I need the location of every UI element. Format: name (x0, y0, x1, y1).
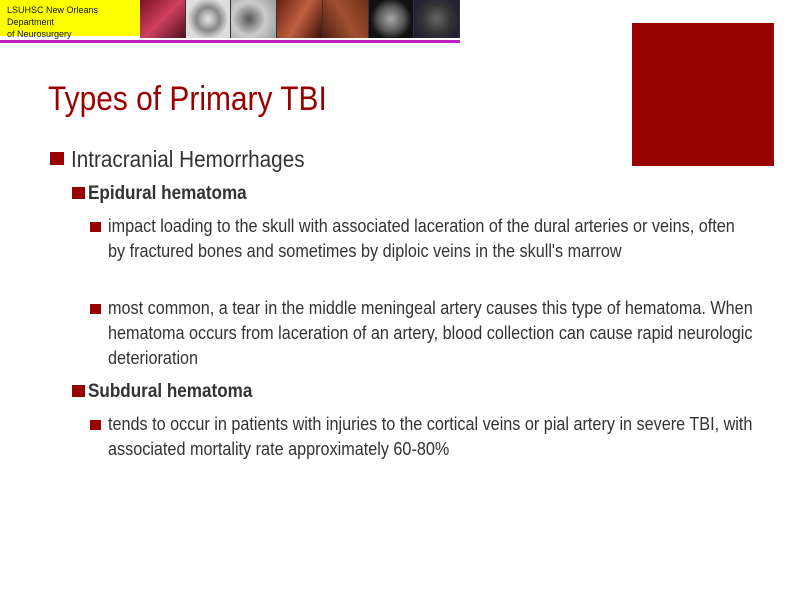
square-bullet-icon (90, 222, 101, 232)
department-line-1: LSUHSC New Orleans Department (7, 5, 99, 27)
department-label (0, 0, 140, 39)
list-item-epidural-point-2 (90, 296, 790, 371)
medical-image-strip (140, 0, 460, 38)
list-item-label: Epidural hematoma (88, 183, 247, 204)
ct-scan-image (369, 0, 415, 38)
square-bullet-icon (90, 304, 101, 314)
list-item-epidural (72, 183, 264, 205)
square-bullet-icon (72, 385, 85, 397)
brain-surgery-photo (277, 0, 323, 38)
vessel-scan-image (231, 0, 277, 38)
list-item-label: Subdural hematoma (88, 381, 253, 402)
tissue-photo (323, 0, 369, 38)
decorative-red-block (632, 23, 774, 166)
list-item-subdural-point-1 (90, 412, 790, 462)
surgery-photo (140, 0, 186, 38)
list-item-subdural (72, 381, 271, 403)
list-item-text: tends to occur in patients with injuries to the cortical veins or pial artery in severe TBI, with associated mortality rate approximately 60-80% (108, 414, 753, 459)
angiogram-image (186, 0, 232, 38)
department-line-2: of Neurosurgery (7, 29, 72, 39)
list-item-label: Intracranial Hemorrhages (71, 146, 305, 172)
list-item-intracranial (50, 146, 331, 173)
header-bar (0, 0, 460, 43)
square-bullet-icon (50, 152, 64, 165)
list-item-text: impact loading to the skull with associated laceration of the dural arteries or veins, often by fractured bones and sometimes by diploic veins in the skull's marrow (108, 216, 735, 261)
list-item-epidural-point-1 (90, 214, 790, 264)
mri-scan-image (414, 0, 460, 38)
slide-title: Types of Primary TBI (48, 80, 327, 118)
square-bullet-icon (72, 187, 85, 199)
list-item-text: most common, a tear in the middle meningeal artery causes this type of hematoma. When hematoma occurs from laceration of an artery, blood collection can cause rapid neurologic deterioration (108, 298, 753, 368)
square-bullet-icon (90, 420, 101, 430)
